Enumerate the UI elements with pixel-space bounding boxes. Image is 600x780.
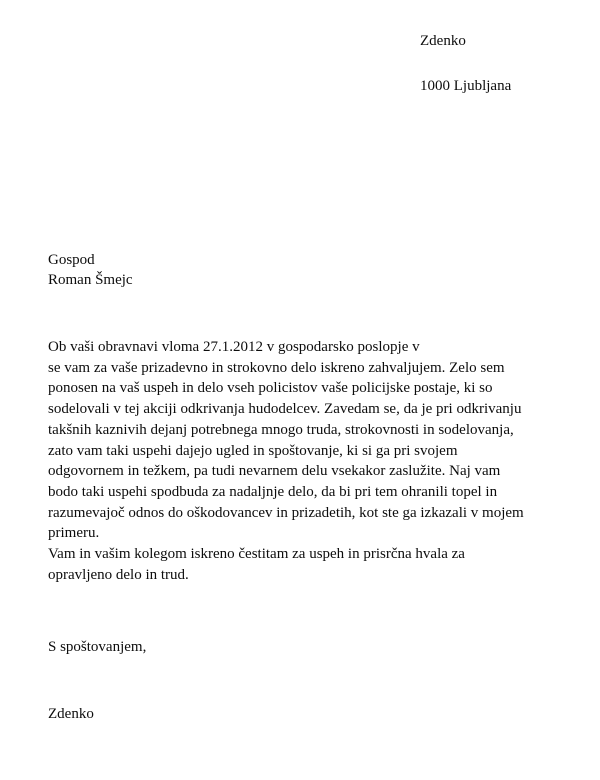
body-line: se vam za vaše prizadevno in strokovno delo iskreno zahvaljujem. Zelo sem [48,359,505,376]
body-line: Ob vaši obravnavi vloma 27.1.2012 v gospodarsko poslopje v [48,339,420,355]
recipient-salutation: Gospod [48,252,95,268]
body-line: bodo taki uspehi spodbuda za nadaljnje delo, da bi pri tem ohranili topel in [48,483,498,500]
recipient-block [48,250,133,290]
body-line: primeru. [48,525,100,542]
sender-name: Zdenko [420,33,466,49]
letter-body [48,337,588,585]
recipient-name: Roman Šmejc [48,272,133,288]
body-line: odgovornem in težkem, pa tudi nevarnem delu vsekakor zaslužite. Naj vam [48,463,501,480]
body-line: zato vam taki uspehi dajejo ugled in spoštovanje, ki si ga pri svojem [48,442,458,459]
body-line: sodelovali v tej akciji odkrivanja hudodelcev. Zavedam se, da je pri odkrivanju [48,401,522,418]
closing-phrase: S spoštovanjem, [48,639,147,655]
sender-city: 1000 Ljubljana [420,78,512,94]
body-line: razumevajoč odnos do oškodovancev in prizadetih, kot ste ga izkazali v mojem [48,504,524,521]
body-line: ponosen na vaš uspeh in delo vseh policistov vaše policijske postaje, ki so [48,380,493,397]
body-line: opravljeno delo in trud. [48,566,189,583]
signature-name: Zdenko [48,706,94,722]
body-line: Vam in vašim kolegom iskreno čestitam za uspeh in prisrčna hvala za [48,546,465,563]
body-line: takšnih kaznivih dejanj potrebnega mnogo truda, strokovnosti in sodelovanja, [48,421,514,438]
